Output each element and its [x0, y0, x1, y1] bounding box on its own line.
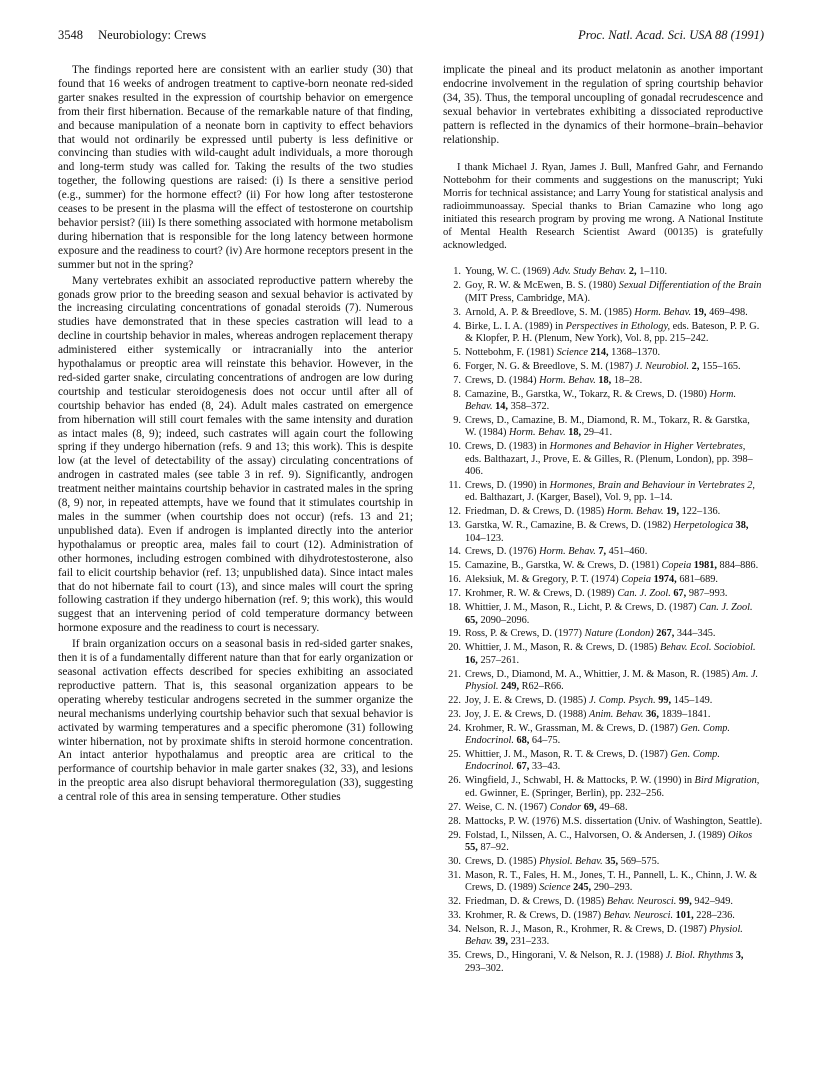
reference-authors: Garstka, W. R., Camazine, B. & Crews, D. (1982) [465, 520, 674, 532]
section-title: Neurobiology: Crews [98, 28, 207, 42]
reference-source: Physiol. Behav. [539, 855, 603, 867]
reference-source: Hormones, Brain and Behaviour in Vertebrates 2, [549, 479, 756, 491]
reference-number: 29. [448, 829, 461, 841]
reference-number: 25. [448, 749, 461, 761]
body-paragraph-continuation: implicate the pineal and its product melatonin as another important endocrine involvement in the regulation of spring courtship behavior (34, 35). Thus, the temporal uncoupling of gonadal recrudescence and sexual behavior in vertebrates exhibiting a dissociated reproductive pattern is reflected in the dynamics of their hormone–brain–behavior relationship. [443, 64, 763, 146]
reference-number: 11. [448, 479, 461, 491]
reference-source: Am. J. Physiol. [465, 668, 759, 693]
reference-volume: 55, [465, 841, 478, 853]
left-column [58, 64, 413, 805]
reference-volume: 245, [570, 882, 592, 894]
reference-number: 5. [453, 346, 461, 358]
reference-volume: 18, [595, 374, 612, 386]
reference-item [443, 560, 763, 572]
body-paragraph: Many vertebrates exhibit an associated reproductive pattern whereby the gonads grow prior to the breeding season and sexual behavior is activated by the increasing circulating concentrations of gonadal steroids (7). Numerous studies have demonstrated that in these species castration will lead to a decline in courtship behavior in males, whereas androgen replacement therapy administered either systemically or intracranially into the anterior hypothalamus or preoptic area will reinstate this behavior. However, in the red-sided garter snake, circulating concentrations of androgen are low during courtship and testicular steroidogenesis does not occur until after all of courtship behavior has ended (8, 24). Adult males castrated on emergence from hibernation will still court females with the same intensity and duration as intact males (8, 9); indeed, such castrates will again court the following spring if they undergo hibernation (refs. 9 and 13; this work). This is despite low (at the level of detectability of the assay) circulating concentrations of androgen in castrated males (see table 3 in ref. 9). Significantly, androgen treatment neither maintains courtship behavior in castrated males in the spring (8, 9) nor, in repeated attempts, have we found that it stimulates courtship in males in the summer (when courtship does not occur) (refs. 13 and 21; unpublished data). Even if androgen is implanted directly into the anterior hypothalamus or preoptic area, males fail to court (12). Administration of other hormones, including estrogen combined with dihydrotestosterone, also fail to elicit courtship behavior (ref. 13; unpublished data). Since intact males that do not hibernate fail to court (13), and since males will court the spring following castration if they undergo hibernation (ref. 9; this work), this would suggest that an intervening period of cold temperature dormancy between hormone exposure and the readiness to court is necessary. [58, 274, 413, 635]
reference-authors: Crews, D., Diamond, M. A., Whittier, J. M. & Mason, R. (1985) [465, 668, 733, 680]
reference-source: Science [539, 882, 571, 894]
reference-item [443, 723, 763, 748]
reference-pages: 29–41. [581, 427, 613, 439]
reference-pages: 231–233. [508, 936, 550, 948]
journal-citation: Proc. Natl. Acad. Sci. USA 88 (1991) [578, 28, 764, 42]
reference-number: 7. [453, 374, 461, 386]
reference-authors: Friedman, D. & Crews, D. (1985) [465, 506, 607, 518]
reference-authors: Friedman, D. & Crews, D. (1985) [465, 896, 607, 908]
reference-pages: 987–993. [686, 588, 728, 600]
reference-source: Anim. Behav. [589, 708, 644, 720]
running-header [58, 28, 764, 50]
reference-list [443, 266, 763, 975]
reference-number: 18. [448, 602, 461, 614]
body-paragraph: If brain organization occurs on a seasonal basis in red-sided garter snakes, then it is of a fundamentally different nature than that for early organization or seasonal activation effects described for species exhibiting an associated reproductive pattern. That is, this seasonal organization appears to be operating whereby testicular androgens secreted in the summer organize the neural mechanisms underlying courtship behavior such that sexual behavior is activated by warming temperatures and a specific pheromone (31) following winter hibernation, not by proximate shifts in steroid hormone concentration. An intact anterior hypothalamus and preoptic area are critical to the performance of courtship behavior in male garter snakes (32, 33), and lesions in the preoptic area also disrupt behavioral thermoregulation (33), suggesting a central role of this area in sensing temperature. Other studies [58, 638, 413, 804]
reference-item [443, 749, 763, 774]
reference-item [443, 856, 763, 868]
reference-item [443, 546, 763, 558]
reference-source: Nature (London) [584, 628, 654, 640]
reference-item [443, 588, 763, 600]
reference-authors: Krohmer, R. W. & Crews, D. (1989) [465, 588, 618, 600]
reference-authors: Krohmer, R. W., Grassman, M. & Crews, D. (1987) [465, 722, 681, 734]
reference-volume: 2, [626, 266, 637, 278]
reference-number: 33. [448, 909, 461, 921]
reference-pages: 1839–1841. [658, 708, 711, 720]
reference-pages: R62–R66. [519, 681, 564, 693]
reference-pages: 104–123. [465, 532, 504, 544]
reference-pages: 18–28. [611, 374, 643, 386]
reference-pages: 145–149. [671, 694, 713, 706]
reference-authors: Folstad, I., Nilssen, A. C., Halvorsen, O. & Andersen, J. (1989) [465, 829, 729, 841]
reference-item [443, 628, 763, 640]
reference-pages: 257–261. [477, 654, 520, 666]
reference-item [443, 307, 763, 319]
reference-item [443, 924, 763, 949]
reference-number: 31. [448, 869, 461, 881]
reference-item [443, 709, 763, 721]
reference-pages: 469–498. [706, 306, 748, 318]
reference-source: Horm. Behav. [539, 374, 596, 386]
reference-authors: Ross, P. & Crews, D. (1977) [465, 628, 585, 640]
reference-pages: 681–689. [676, 574, 718, 586]
reference-item [443, 389, 763, 414]
reference-pages: 293–302. [465, 962, 504, 974]
reference-authors: Joy, J. E. & Crews, D. (1988) [465, 708, 590, 720]
reference-pages: 942–949. [691, 896, 733, 908]
reference-authors: Crews, D. (1984) [465, 374, 540, 386]
reference-volume: 39, [492, 936, 508, 948]
reference-authors: Whittier, J. M., Mason, R. T. & Crews, D. (1987) [465, 749, 671, 761]
body-paragraph: The findings reported here are consistent with an earlier study (30) that found that 16 weeks of androgen treatment to captive-born neonate red-sided garter snakes resulted in the expression of courtship behavior on emergence from their first hibernation. Because of the remarkable nature of that finding, and because manipulation of a neonate born in captivity to effect behaviors that would not ordinarily be expressed until puberty is less definitive or convincing than studies with wild-caught adult individuals, a more thorough and long-term study was called for. Taking the results of the two studies together, the following questions are raised: (i) Is there a sensitive period (e.g., summer) for the hormone effect? (ii) For how long after testosterone ceases to be present in the plasma will the effect of testosterone on courtship behavior persist? (iii) Is there something associated with hormone metabolism during hibernation that is responsible for the long latency between hormone exposure and the readiness to court? (iv) Are hormone receptors present in the summer but not in the spring? [58, 64, 413, 271]
reference-pages: 228–236. [693, 909, 735, 921]
reference-pages: 2090–2096. [477, 614, 530, 626]
reference-authors: Birke, L. I. A. (1989) in [465, 320, 566, 332]
page-number: 3548 [58, 28, 83, 42]
reference-pages: ed. Balthazart, J. (Karger, Basel), Vol. 9, pp. 1–14. [465, 492, 673, 504]
reference-source: J. Comp. Psych. [589, 694, 656, 706]
reference-item [443, 642, 763, 667]
reference-pages: 290–293. [591, 882, 633, 894]
reference-volume: 101, [673, 909, 694, 921]
header-left [58, 28, 206, 43]
reference-volume: 19, [663, 506, 680, 518]
reference-source: Herpetologica [673, 520, 733, 532]
reference-source: Perspectives in Ethology, [565, 320, 671, 332]
reference-authors: Nottebohm, F. (1981) [465, 346, 557, 358]
reference-number: 28. [448, 815, 461, 827]
reference-authors: Crews, D. (1990) in [465, 479, 550, 491]
reference-number: 17. [448, 588, 461, 600]
reference-authors: Young, W. C. (1969) [465, 266, 553, 278]
reference-pages: 87–92. [477, 841, 509, 853]
reference-source: Gen. Comp. Endocrinol. [465, 722, 730, 747]
reference-volume: 67, [670, 588, 687, 600]
reference-volume: 67, [513, 761, 530, 773]
reference-number: 10. [448, 441, 461, 453]
reference-authors: Joy, J. E. & Crews, D. (1985) [465, 694, 590, 706]
reference-pages: 569–575. [618, 855, 660, 867]
reference-item [443, 520, 763, 545]
reference-volume: 3, [733, 950, 744, 962]
reference-source: Horm. Behav. [634, 306, 692, 318]
reference-volume: 65, [465, 614, 478, 626]
reference-item [443, 280, 763, 305]
reference-source: Copeia [621, 574, 652, 586]
reference-source: Can. J. Zool. [699, 602, 753, 614]
reference-source: J. Biol. Rhythms [665, 950, 734, 962]
reference-item [443, 870, 763, 895]
reference-authors: Crews, D. (1976) [465, 546, 540, 558]
reference-item [443, 361, 763, 373]
reference-authors: Mattocks, P. W. (1976) M.S. dissertation (Univ. of Washington, Seattle). [465, 815, 763, 827]
reference-item [443, 266, 763, 278]
reference-pages: 884–886. [716, 560, 759, 572]
reference-number: 30. [448, 855, 461, 867]
reference-pages: (MIT Press, Cambridge, MA). [465, 292, 591, 304]
reference-item [443, 950, 763, 975]
reference-authors: Whittier, J. M., Mason, R. & Crews, D. (1985) [465, 642, 660, 654]
reference-authors: Crews, D. (1983) in [465, 441, 550, 453]
reference-item [443, 830, 763, 855]
reference-item [443, 602, 763, 627]
reference-source: Horm. Behav. [539, 546, 596, 558]
right-column [443, 64, 763, 976]
reference-authors: Crews, D., Camazine, B. M., Diamond, R. M., Tokarz, R. & Garstka, W. (1984) [465, 414, 750, 439]
reference-volume: 2, [689, 360, 700, 372]
reference-volume: 19, [691, 306, 707, 318]
reference-number: 26. [448, 775, 461, 787]
reference-pages: 344–345. [674, 628, 716, 640]
reference-volume: 214, [588, 346, 609, 358]
reference-number: 9. [453, 414, 461, 426]
reference-item [443, 375, 763, 387]
reference-pages: 155–165. [699, 360, 741, 372]
reference-volume: 16, [465, 654, 478, 666]
reference-number: 27. [448, 801, 461, 813]
reference-source: Science [556, 346, 589, 358]
reference-authors: Crews, D. (1985) [465, 855, 540, 867]
reference-number: 34. [448, 923, 461, 935]
reference-number: 15. [448, 560, 461, 572]
reference-number: 13. [448, 520, 461, 532]
reference-item [443, 802, 763, 814]
reference-source: Horm. Behav. [465, 388, 737, 412]
reference-pages: 1–110. [636, 266, 668, 278]
reference-pages: 358–372. [508, 401, 550, 412]
reference-pages: 33–43. [529, 761, 561, 773]
reference-number: 6. [453, 360, 461, 372]
reference-authors: Crews, D., Hingorani, V. & Nelson, R. J. (1988) [465, 950, 666, 962]
reference-source: Bird Migration, [694, 775, 760, 787]
reference-item [443, 506, 763, 518]
reference-authors: Wingfield, J., Schwabl, H. & Mattocks, P. W. (1990) in [465, 775, 695, 787]
reference-item [443, 415, 763, 440]
reference-number: 22. [448, 694, 461, 706]
reference-number: 21. [448, 668, 461, 680]
reference-number: 12. [448, 506, 461, 518]
reference-volume: 68, [513, 735, 530, 747]
reference-item [443, 480, 763, 505]
reference-volume: 1981, [691, 560, 717, 572]
reference-source: Horm. Behav. [508, 427, 566, 439]
reference-number: 3. [453, 306, 461, 318]
reference-volume: 14, [492, 401, 508, 412]
reference-item [443, 775, 763, 800]
reference-number: 20. [448, 642, 461, 654]
reference-number: 16. [448, 574, 461, 586]
acknowledgment: I thank Michael J. Ryan, James J. Bull, Manfred Gahr, and Fernando Nottebohm for their comments and suggestions on the manuscript; Yuki Morris for technical assistance; and Larry Young for statistical analysis and radioimmunoassay. Special thanks to Brian Camazine who long ago initiated this research program by proving me wrong. A National Institute of Mental Health Research Scientist Award (00135) is gratefully acknowledged. [443, 162, 763, 252]
reference-pages: 49–68. [596, 801, 628, 813]
reference-source: Hormones and Behavior in Higher Vertebrates, [549, 441, 746, 453]
reference-authors: Forger, N. G. & Breedlove, S. M. (1987) [465, 360, 636, 372]
reference-item [443, 347, 763, 359]
reference-source: Physiol. Behav. [465, 923, 743, 948]
reference-authors: Nelson, R. J., Mason, R., Krohmer, R. & Crews, D. (1987) [465, 923, 710, 935]
reference-volume: 69, [581, 801, 597, 813]
reference-volume: 1974, [651, 574, 677, 586]
reference-authors: Camazine, B., Garstka, W., Tokarz, R. & Crews, D. (1980) [465, 388, 710, 400]
reference-volume: 7, [595, 546, 607, 558]
reference-number: 14. [448, 546, 461, 558]
reference-volume: 38, [732, 520, 749, 532]
reference-authors: Aleksiuk, M. & Gregory, P. T. (1974) [465, 574, 622, 586]
reference-authors: Weise, C. N. (1967) [465, 801, 550, 813]
reference-number: 8. [453, 388, 461, 400]
reference-source: J. Neurobiol. [635, 360, 690, 372]
reference-source: Oikos [728, 829, 753, 841]
reference-volume: 99, [655, 694, 672, 706]
reference-source: Adv. Study Behav. [552, 266, 627, 278]
reference-item [443, 695, 763, 707]
reference-item [443, 441, 763, 478]
reference-volume: 99, [676, 896, 692, 908]
reference-item [443, 910, 763, 922]
reference-authors: Whittier, J. M., Mason, R., Licht, P. & Crews, D. (1987) [465, 602, 700, 614]
reference-number: 19. [448, 628, 461, 640]
reference-pages: 1368–1370. [608, 346, 661, 358]
reference-number: 24. [448, 722, 461, 734]
reference-item [443, 574, 763, 586]
reference-item [443, 669, 763, 694]
reference-item [443, 321, 763, 346]
reference-source: Horm. Behav. [606, 506, 664, 518]
reference-source: Behav. Ecol. Sociobiol. [659, 642, 756, 654]
reference-item [443, 896, 763, 908]
reference-item [443, 816, 763, 828]
reference-pages: 122–136. [679, 506, 721, 518]
reference-number: 35. [448, 950, 461, 962]
reference-authors: Arnold, A. P. & Breedlove, S. M. (1985) [465, 306, 635, 318]
reference-volume: 249, [498, 681, 520, 693]
reference-volume: 18, [565, 427, 582, 439]
reference-pages: eds. Bateson, P. P. G. & Klopfer, P. H. (Plenum, New York), Vol. 8, pp. 215–242. [465, 320, 760, 344]
reference-source: Condor [549, 801, 582, 813]
reference-source: Can. J. Zool. [617, 588, 671, 600]
reference-authors: Goy, R. W. & McEwen, B. S. (1980) [465, 280, 619, 292]
reference-authors: Krohmer, R. & Crews, D. (1987) [465, 909, 604, 921]
reference-number: 23. [448, 708, 461, 720]
reference-source: Sexual Differentiation of the Brain [618, 280, 762, 292]
reference-pages: 451–460. [606, 546, 648, 558]
reference-volume: 36, [643, 708, 659, 720]
reference-source: Copeia [661, 560, 692, 572]
reference-pages: 64–75. [529, 735, 561, 747]
reference-source: Behav. Neurosci. [603, 909, 674, 921]
reference-authors: Mason, R. T., Fales, H. M., Jones, T. H., Pannell, L. K., Chinn, J. W. & Crews, D. (1989) [465, 869, 758, 894]
reference-pages: ed. Gwinner, E. (Springer, Berlin), pp. 232–256. [465, 787, 665, 799]
reference-volume: 267, [653, 628, 675, 640]
reference-number: 32. [448, 896, 461, 908]
reference-number: 4. [453, 320, 461, 332]
reference-authors: Camazine, B., Garstka, W. & Crews, D. (1981) [465, 560, 662, 572]
reference-source: Gen. Comp. Endocrinol. [465, 749, 720, 773]
reference-number: 1. [453, 266, 461, 278]
reference-volume: 35, [602, 855, 619, 867]
reference-source: Behav. Neurosci. [606, 896, 677, 908]
reference-pages: eds. Balthazart, J., Prove, E. & Gilles, R. (Plenum, London), pp. 398–406. [465, 453, 753, 478]
reference-number: 2. [453, 280, 461, 292]
